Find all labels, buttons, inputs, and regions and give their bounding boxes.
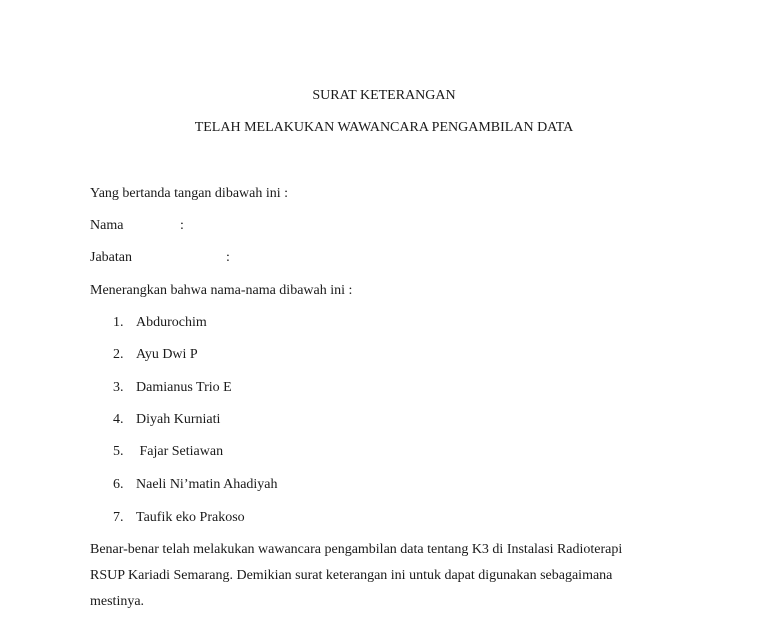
closing-line-2: RSUP Kariadi Semarang. Demikian surat keterangan ini untuk dapat digunakan sebagaimana [90,568,613,583]
list-item-name: Diyah Kurniati [136,412,221,427]
list-item-name: Abdurochim [136,315,207,330]
list-item-number: 6. [113,477,124,492]
field-position-separator: : [226,250,230,265]
list-item-number: 3. [113,380,124,395]
field-name-separator: : [180,218,184,233]
closing-line-1: Benar-benar telah melakukan wawancara pengambilan data tentang K3 di Instalasi Radioterapi [90,542,623,557]
list-item-number: 4. [113,412,124,427]
list-item-number: 7. [113,510,124,525]
list-item-number: 5. [113,444,124,459]
list-item-name: Taufik eko Prakoso [136,510,245,525]
list-item-name: Naeli Ni’matin Ahadiyah [136,477,278,492]
list-item-name: Damianus Trio E [136,380,232,395]
list-item-number: 2. [113,347,124,362]
document-subtitle: TELAH MELAKUKAN WAWANCARA PENGAMBILAN DATA [194,120,574,135]
statement-text: Menerangkan bahwa nama-nama dibawah ini : [90,283,353,298]
list-item-number: 1. [113,315,124,330]
field-name-label: Nama [90,218,124,233]
closing-line-3: mestinya. [90,594,145,609]
list-item-name: Ayu Dwi P [136,347,198,362]
field-position-label: Jabatan [90,250,132,265]
intro-text: Yang bertanda tangan dibawah ini : [90,186,289,201]
document-title: SURAT KETERANGAN [312,88,456,103]
list-item-name: Fajar Setiawan [136,444,224,459]
